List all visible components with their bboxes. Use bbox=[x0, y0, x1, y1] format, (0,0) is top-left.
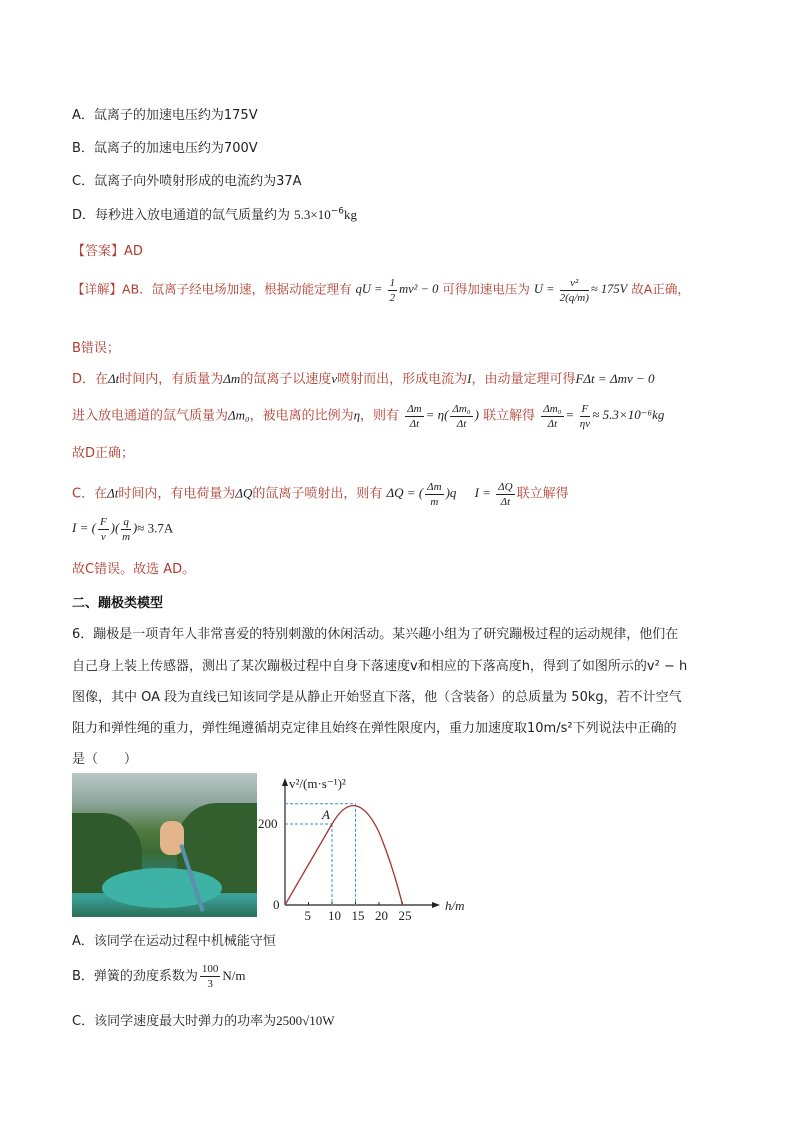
option-c: C．氙离子向外喷射形成的电流约为37A bbox=[72, 174, 302, 189]
q6-option-b: B．弹簧的劲度系数为 $\frac{100}{3}$ N/m bbox=[72, 963, 246, 990]
answer-label: 【答案】 bbox=[72, 244, 125, 259]
eq-charge: ΔQ = ( $\frac{\Delta m}{m}$ )q bbox=[386, 481, 457, 508]
q6-line5: 是（ ） bbox=[72, 752, 138, 767]
option-a: A．氙离子的加速电压约为175V bbox=[72, 108, 258, 123]
v2-h-chart bbox=[258, 770, 475, 923]
detail-ab-text4: B错误； bbox=[72, 341, 120, 356]
y-axis-label: v²/(m·s⁻¹)² bbox=[289, 776, 346, 791]
x-tick-label: 25 bbox=[398, 908, 412, 923]
option-d-text: D．每秒进入放电通道的氙气质量约为 bbox=[72, 208, 291, 223]
series-curve bbox=[332, 806, 403, 905]
detail-ab-line bbox=[72, 276, 690, 305]
x-tick-label: 10 bbox=[328, 908, 341, 923]
eq-current: I = $\frac{\Delta Q}{\Delta t}$ bbox=[474, 481, 513, 508]
detail-c-line3: 故C错误。故选 AD。 bbox=[72, 562, 196, 577]
detail-d-line2: 进入放电通道的氙气质量为Δm₀，被电离的比例为η，则有 $\frac{\Delta m}{\Delta t}$ = η( $\frac{\text{Δm₀}}{\Delta t}$ ) 联立解得 $\frac{\text{Δm₀}}{\Delta t}$ = $\frac{F}{\eta v}$ ≈ 5.3×10⁻⁶kg bbox=[72, 403, 665, 430]
q6-line2: 自己身上装上传感器，测出了某次蹦极过程中自身下落速度v和相应的下落高度h，得到了如图所示的v² − h bbox=[72, 659, 688, 674]
detail-ab-text3: 故A正确， bbox=[631, 281, 690, 297]
x-tick-label: 5 bbox=[304, 908, 311, 923]
q6-line4: 阻力和弹性绳的重力，弹性绳遵循胡克定律且始终在弹性限度内，重力加速度取10m/s²下列说法中正确的 bbox=[72, 721, 677, 736]
detail-d-line1: D．在Δt时间内，有质量为Δm的氙离子以速度v喷射而出，形成电流为I，由动量定理可得FΔt = Δmv − 0 bbox=[72, 371, 655, 387]
y-tick-label: 200 bbox=[258, 816, 278, 831]
eq-voltage: U = $\frac{\text{v²}}{2(q/m)}$ ≈ 175V bbox=[533, 277, 628, 304]
detail-label: 【详解】 bbox=[72, 281, 123, 297]
x-tick-label: 0 bbox=[273, 897, 280, 912]
option-d-unit: kg bbox=[344, 207, 358, 222]
eq-kinetic: qU = $\frac{1}{2}$ mv² − 0 bbox=[355, 277, 439, 304]
x-axis-arrow bbox=[432, 902, 440, 908]
point-label-a: A bbox=[322, 807, 330, 822]
answer-value: AD bbox=[124, 244, 143, 259]
series-oa-line bbox=[285, 824, 332, 905]
y-axis-arrow bbox=[282, 778, 288, 786]
q6-option-c: C．该同学速度最大时弹力的功率为2500√10W bbox=[72, 1013, 335, 1029]
answer-line bbox=[72, 240, 143, 259]
q6-line1: 6．蹦极是一项青年人非常喜爱的特别刺激的休闲活动。某兴趣小组为了研究蹦极过程的运动规律，他们在 bbox=[72, 627, 679, 642]
detail-c-line1: C．在Δt时间内，有电荷量为ΔQ的氙离子喷射出，则有 ΔQ = ( $\frac{\Delta m}{m}$ )q I = $\frac{\Delta Q}{\Delta t}$ 联立解得 bbox=[72, 481, 569, 508]
detail-ab-text2: 可得加速电压为 bbox=[442, 281, 530, 297]
x-axis-label: h/m bbox=[445, 898, 465, 913]
x-tick-label: 15 bbox=[351, 908, 365, 923]
detail-ab-text1: AB．氙离子经电场加速，根据动能定理有 bbox=[122, 281, 352, 297]
x-tick-label: 20 bbox=[375, 908, 388, 923]
q6-option-a: A．该同学在运动过程中机械能守恒 bbox=[72, 934, 276, 949]
eq-mass-rate: $\frac{\Delta m}{\Delta t}$ = η( $\frac{\text{Δm₀}}{\Delta t}$ ) bbox=[407, 403, 479, 430]
eq-mass-result: $\frac{\text{Δm₀}}{\Delta t}$ = $\frac{F}{\eta v}$ ≈ 5.3×10⁻⁶kg bbox=[543, 403, 665, 430]
option-b: B．氙离子的加速电压约为700V bbox=[72, 141, 258, 156]
q6-line3: 图像，其中 OA 段为直线已知该同学是从静止开始竖直下落，他（含装备）的总质量为 50kg，若不计空气 bbox=[72, 690, 682, 705]
option-d-exp: −6 bbox=[330, 206, 345, 217]
detail-d-line3: 故D正确； bbox=[72, 446, 135, 461]
option-d-value: 5.3×10 bbox=[294, 207, 331, 222]
eq-current-result: I = ( $\frac{F}{v}$ )( $\frac{q}{m}$ )≈ 3.7A bbox=[72, 516, 174, 543]
option-d bbox=[72, 204, 357, 223]
section-title: 二、蹦极类模型 bbox=[72, 596, 164, 611]
bungee-photo bbox=[72, 773, 257, 917]
